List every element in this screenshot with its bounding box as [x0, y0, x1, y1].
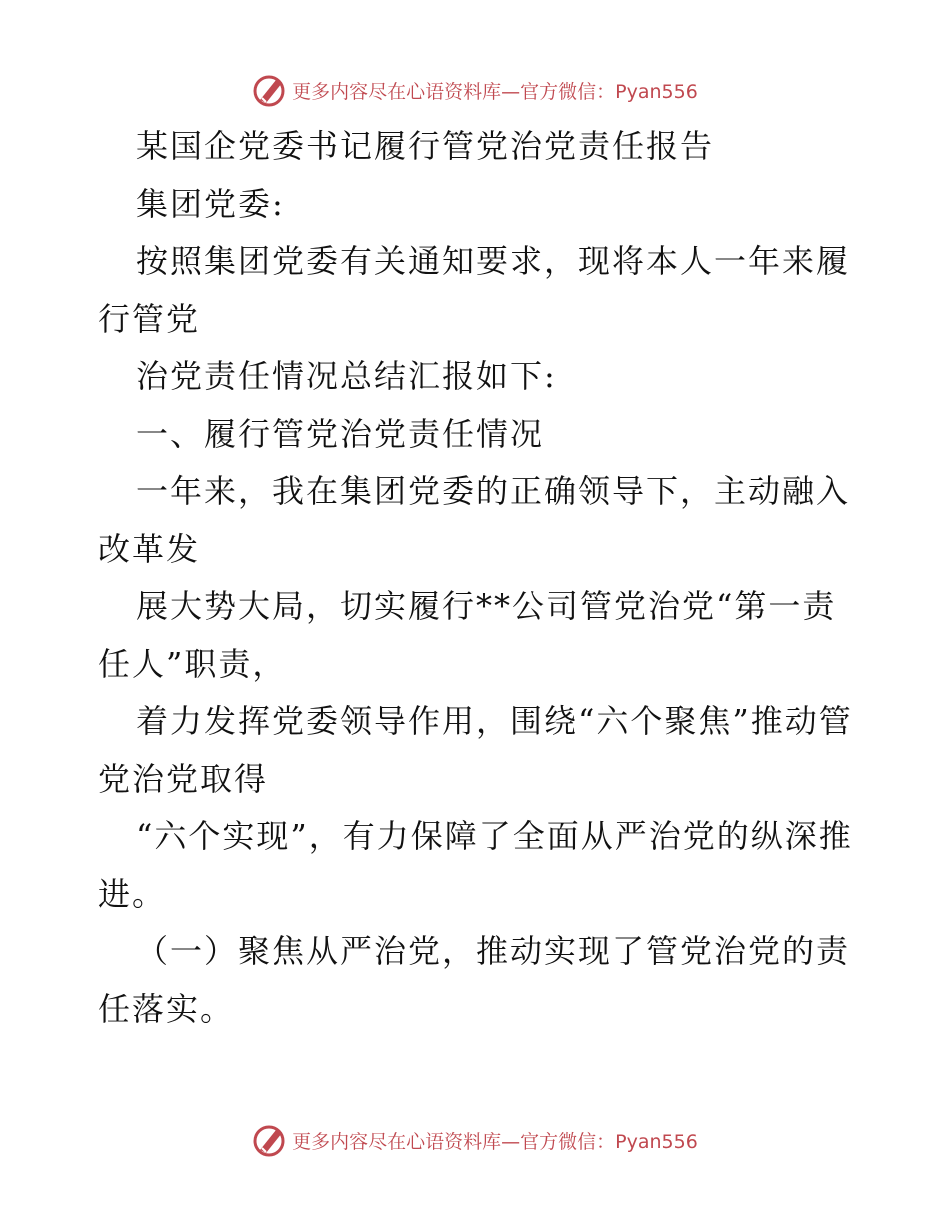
- pen-circle-logo-icon: [252, 72, 288, 108]
- pen-circle-logo-icon: [252, 1122, 288, 1158]
- section-heading: 一、履行管党治党责任情况: [136, 414, 545, 453]
- paragraph: 展大势大局，切实履行**公司管党治党“第一责任人”职责，: [98, 587, 837, 683]
- paragraph: 一年来，我在集团党委的正确领导下，主动融入改革发: [98, 472, 851, 568]
- paragraph: “六个实现”，有力保障了全面从严治党的纵深推进。: [98, 817, 853, 913]
- document-body: [98, 118, 858, 1038]
- header-banner: [0, 70, 950, 110]
- document-title: 某国企党委书记履行管党治党责任报告: [136, 127, 715, 165]
- paragraph: 治党责任情况总结汇报如下:: [136, 357, 557, 395]
- document-addressee: 集团党委:: [136, 184, 285, 223]
- paragraph: 着力发挥党委领导作用，围绕“六个聚焦”推动管党治党取得: [98, 702, 853, 798]
- footer-banner-text: 更多内容尽在心语资料库—官方微信：Pyan556: [292, 1130, 698, 1153]
- header-banner-text: 更多内容尽在心语资料库—官方微信：Pyan556: [292, 80, 698, 103]
- footer-banner: [0, 1120, 950, 1160]
- subsection-heading: （一）聚焦从严治党，推动实现了管党治党的责任落实。: [98, 932, 851, 1028]
- paragraph: 按照集团党委有关通知要求，现将本人一年来履行管党: [98, 242, 851, 338]
